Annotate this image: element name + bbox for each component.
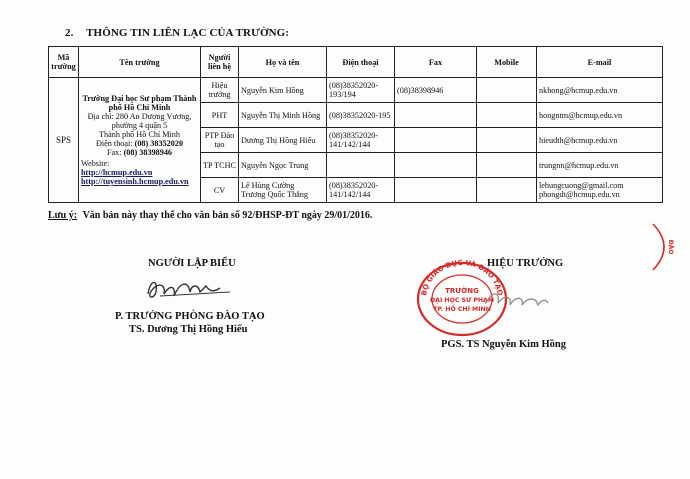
contact-email-2: phongdt@hcmup.edu.vn (539, 190, 620, 199)
seal-line-3: TP. HỒ CHÍ MINH (433, 306, 491, 313)
school-phone: (08) 38352020 (134, 139, 184, 148)
preparer-name: TS. Dương Thị Hồng Hiếu (129, 324, 248, 335)
header-full-name: Họ và tên (239, 47, 327, 78)
principal-signature (482, 285, 552, 315)
contact-phone: (08)38352020-141/142/144 (327, 178, 395, 203)
school-website-label: Website: (81, 159, 110, 168)
school-address-1: Địa chỉ: 280 An Dương Vương, (87, 112, 192, 121)
contact-name: Nguyễn Thị Minh Hồng (239, 103, 327, 128)
contact-role: CV (201, 178, 239, 203)
contact-mobile (477, 153, 537, 178)
school-info-cell (79, 78, 201, 203)
school-name: Trường Đại học Sư phạm Thành phố Hồ Chí Minh (82, 94, 197, 112)
contact-phone: (08)38352020-193/194 (327, 78, 395, 103)
contact-name: Nguyễn Ngọc Trung (239, 153, 327, 178)
principal-name: PGS. TS Nguyễn Kim Hồng (441, 339, 566, 350)
preparer-signature (140, 270, 250, 306)
header-school-code: Mã trường (49, 47, 79, 78)
contact-phone: (08)38352020-195 (327, 103, 395, 128)
contact-phone: (08)38352020-141/142/144 (327, 128, 395, 153)
contact-name: Dương Thị Hồng Hiếu (239, 128, 327, 153)
seal-top-text: BỘ GIÁO DỤC VÀ ĐÀO TẠO (420, 258, 504, 297)
footnote-label: Lưu ý: (48, 210, 78, 221)
header-school-name: Tên trường (79, 47, 201, 78)
contact-email: hieudth@hcmup.edu.vn (537, 128, 663, 153)
school-phone-line (81, 139, 198, 148)
header-mobile: Mobile (477, 47, 537, 78)
contact-name: Nguyễn Kim Hồng (239, 78, 327, 103)
contact-name (239, 178, 327, 203)
table-row (49, 78, 663, 103)
section-heading (65, 27, 289, 39)
contact-fax (395, 103, 477, 128)
contact-mobile (477, 78, 537, 103)
contact-email: hongntm@hcmup.edu.vn (537, 103, 663, 128)
contact-table (48, 46, 663, 203)
contact-phone (327, 153, 395, 178)
contact-mobile (477, 128, 537, 153)
contact-email (537, 178, 663, 203)
school-fax-label: Fax: (106, 148, 122, 157)
contact-fax (395, 128, 477, 153)
contact-name-2: Trương Quốc Thắng (241, 190, 308, 199)
school-address-3: Thành phố Hồ Chí Minh (99, 130, 180, 139)
footnote-text: Văn bản này thay thế cho văn bản số 92/ĐHSP-ĐT ngày 29/01/2016. (82, 210, 373, 221)
contact-name-1: Lê Hùng Cường (241, 181, 295, 190)
section-title: THÔNG TIN LIÊN LẠC CỦA TRƯỜNG: (86, 27, 290, 39)
contact-fax (395, 178, 477, 203)
footnote (48, 210, 372, 221)
school-address-2: phường 4 quận 5 (111, 121, 168, 130)
school-fax-line (81, 148, 198, 157)
contact-role: TP TCHC (201, 153, 239, 178)
seal-line-2: ĐẠI HỌC SƯ PHẠM (429, 297, 495, 304)
school-website-link-1[interactable]: http://hcmup.edu.vn (81, 168, 153, 177)
table-header-row (49, 47, 663, 78)
preparer-title: NGƯỜI LẬP BIỂU (148, 258, 236, 269)
school-website-link-2[interactable]: http://tuyensinh.hcmup.edu.vn (81, 177, 189, 186)
header-phone: Điện thoại (327, 47, 395, 78)
side-stamp-text: ĐÀO (667, 239, 674, 255)
school-code-cell: SPS (49, 78, 79, 203)
contact-role: PHT (201, 103, 239, 128)
contact-email-1: lehungcuong@gmail.com (539, 181, 624, 190)
contact-fax: (08)38398946 (395, 78, 477, 103)
contact-fax (395, 153, 477, 178)
preparer-role: P. TRƯỞNG PHÒNG ĐÀO TẠO (115, 311, 265, 322)
contact-mobile (477, 178, 537, 203)
contact-role: Hiệu trưởng (201, 78, 239, 103)
contact-role: PTP Đào tạo (201, 128, 239, 153)
school-phone-label: Điện thoại: (95, 139, 133, 148)
header-fax: Fax (395, 47, 477, 78)
header-email: E-mail (537, 47, 663, 78)
principal-title: HIỆU TRƯỞNG (487, 258, 564, 269)
section-number: 2. (65, 27, 74, 39)
school-fax: (08) 38398946 (123, 148, 173, 157)
contact-mobile (477, 103, 537, 128)
contact-email: nkhong@hcmup.edu.vn (537, 78, 663, 103)
seal-line-1: TRƯỜNG (445, 287, 479, 295)
header-contact-person: Người liên hệ (201, 47, 239, 78)
contact-email: trungnn@hcmup.edu.vn (537, 153, 663, 178)
side-stamp (649, 222, 679, 272)
